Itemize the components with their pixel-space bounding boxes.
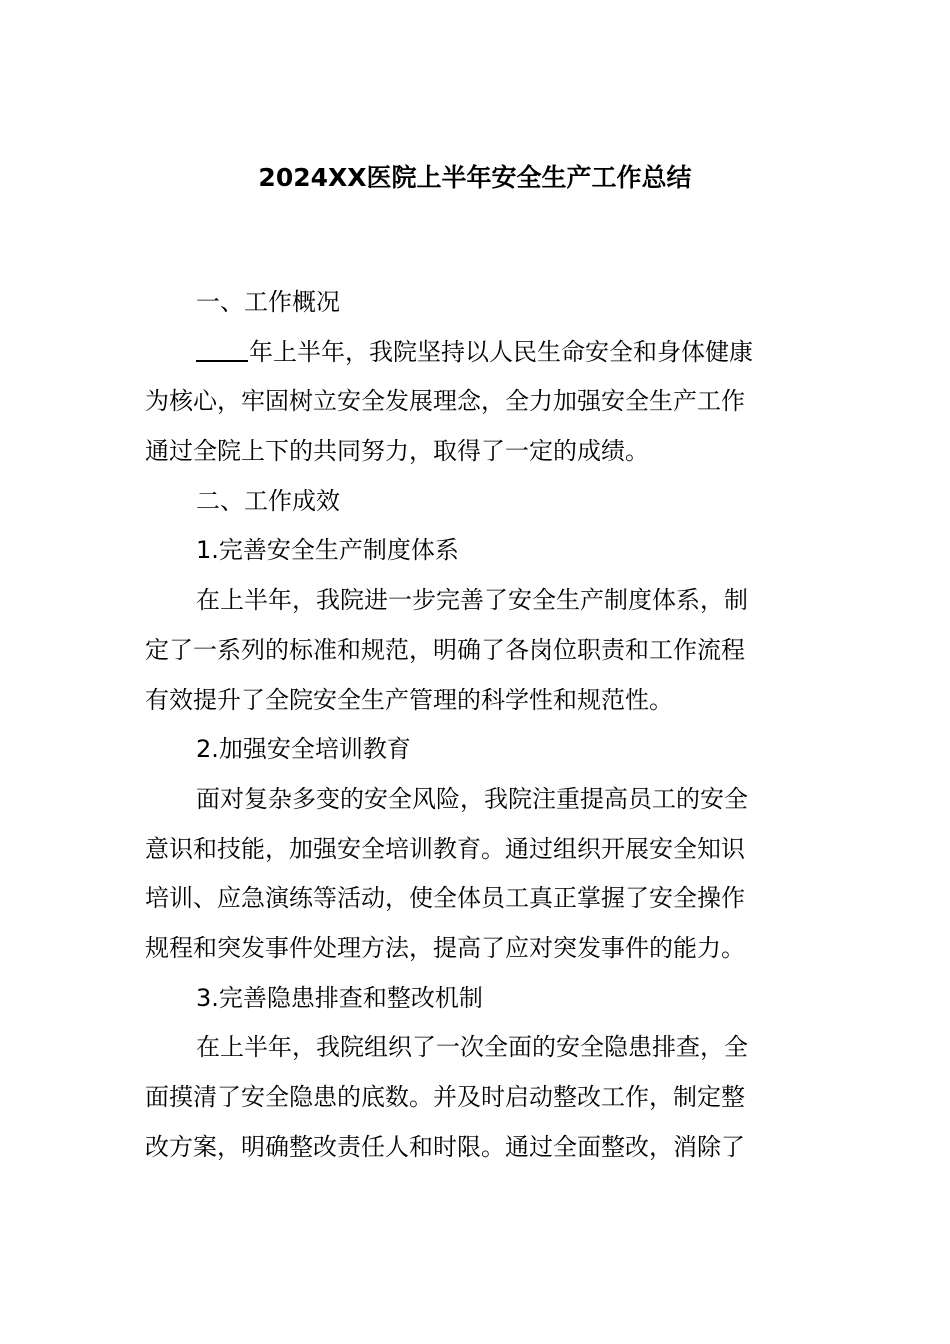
document-body xyxy=(145,278,810,1172)
paragraph-line: 为核心，牢固树立安全发展理念，全力加强安全生产工作 xyxy=(145,387,745,416)
fill-in-blank xyxy=(196,338,248,362)
paragraph-line: 培训、应急演练等活动，使全体员工真正掌握了安全操作 xyxy=(145,884,745,913)
paragraph-line: 在上半年，我院进一步完善了安全生产制度体系，制 xyxy=(196,586,748,615)
paragraph-line: 有效提升了全院安全生产管理的科学性和规范性。 xyxy=(145,685,673,714)
paragraph-line: 改方案，明确整改责任人和时限。通过全面整改，消除了 xyxy=(145,1132,745,1161)
subheading-item-2: 2.加强安全培训教育 xyxy=(196,735,411,764)
subheading-item-1: 1.完善安全生产制度体系 xyxy=(196,536,459,565)
paragraph-line: 面对复杂多变的安全风险，我院注重提高员工的安全 xyxy=(196,784,748,813)
section-heading-overview: 一、工作概况 xyxy=(196,288,340,316)
document-title: 2024XX医院上半年安全生产工作总结 xyxy=(258,163,692,192)
paragraph-line: 面摸清了安全隐患的底数。并及时启动整改工作，制定整 xyxy=(145,1083,745,1111)
paragraph-line: 年上半年，我院坚持以人民生命安全和身体健康 xyxy=(145,328,810,378)
subheading-item-3: 3.完善隐患排查和整改机制 xyxy=(196,983,483,1012)
paragraph-line: 通过全院上下的共同努力，取得了一定的成绩。 xyxy=(145,437,649,466)
paragraph-line: 在上半年，我院组织了一次全面的安全隐患排查，全 xyxy=(196,1033,748,1062)
paragraph-line: 意识和技能，加强安全培训教育。通过组织开展安全知识 xyxy=(145,834,745,863)
paragraph-line: 定了一系列的标准和规范，明确了各岗位职责和工作流程 xyxy=(145,635,745,664)
section-heading-results: 二、工作成效 xyxy=(196,486,340,515)
paragraph-line: 规程和突发事件处理方法，提高了应对突发事件的能力。 xyxy=(145,933,745,962)
